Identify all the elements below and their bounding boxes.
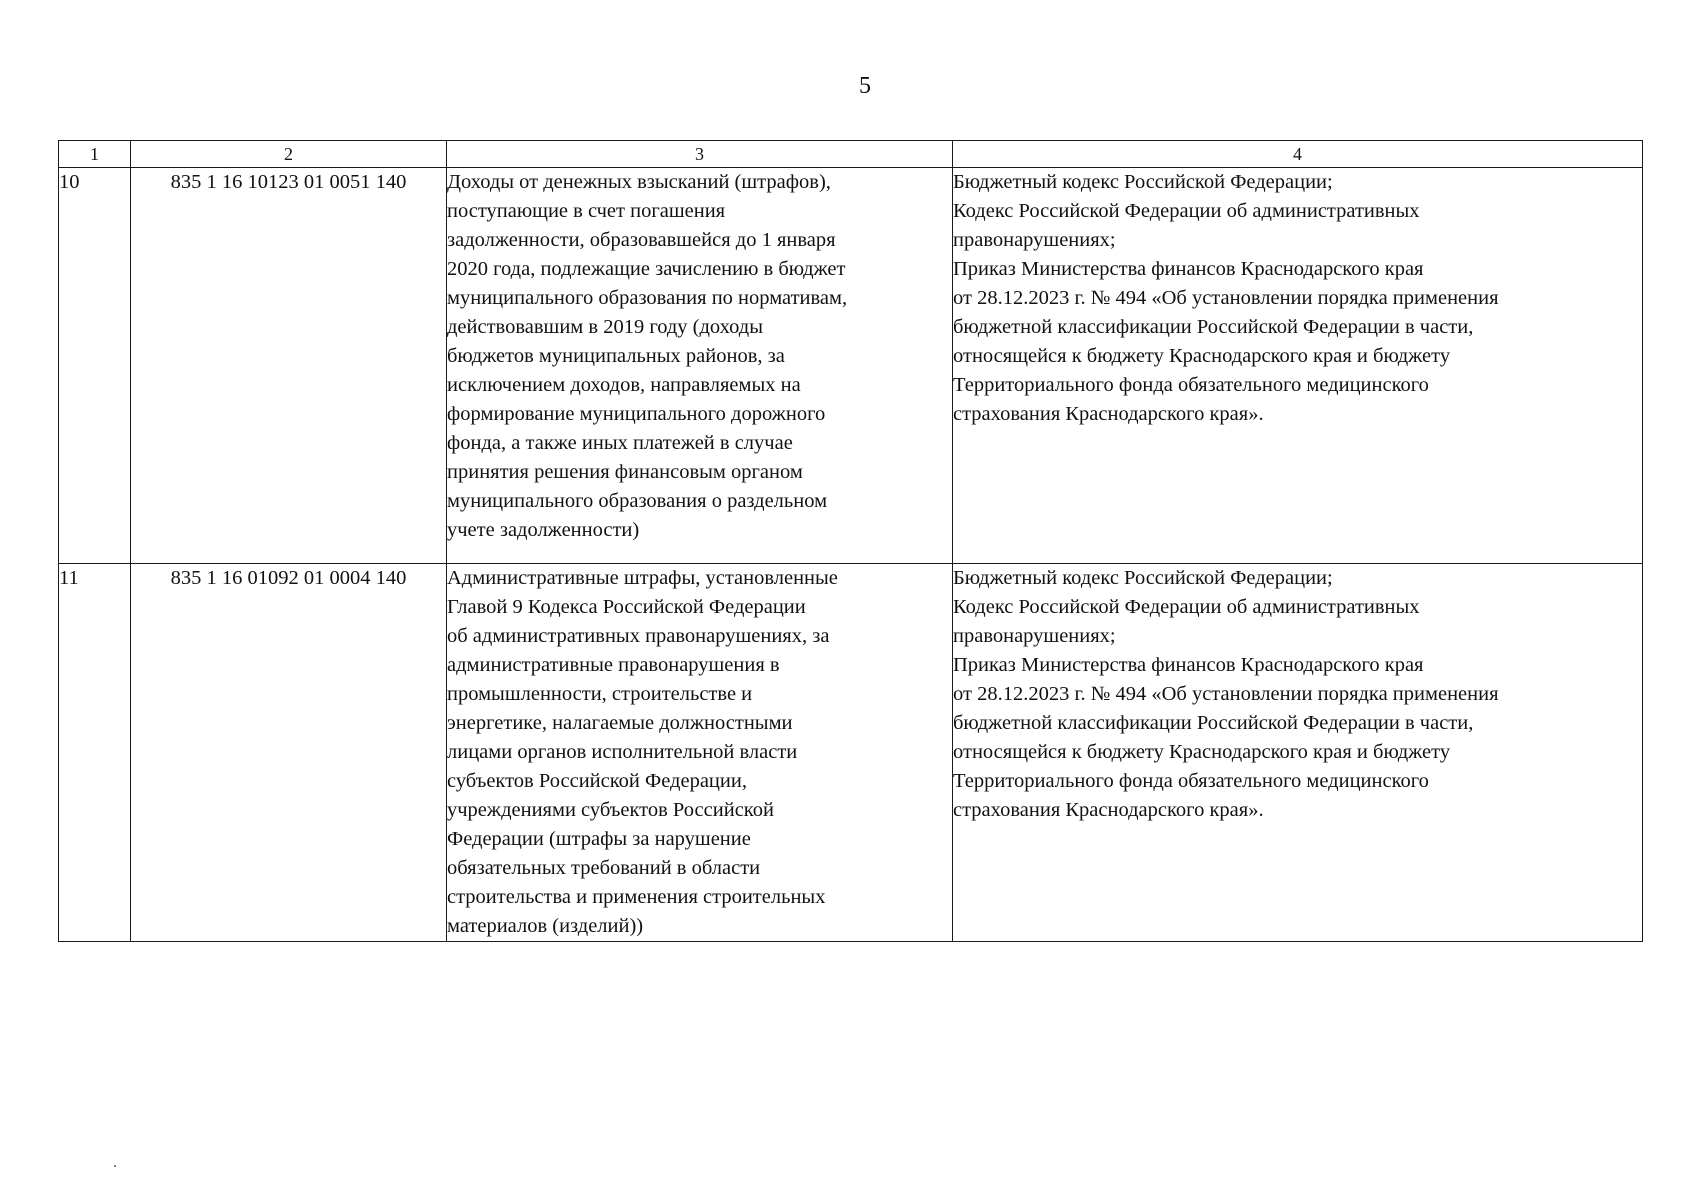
budget-code: 835 1 16 01092 01 0004 140 bbox=[131, 564, 447, 942]
legal-basis-line: правонарушениях; bbox=[953, 229, 1116, 251]
row-number: 11 bbox=[59, 564, 131, 942]
legal-basis-line: Территориального фонда обязательного медицинского bbox=[953, 770, 1429, 792]
scan-artifact-dot bbox=[114, 1165, 116, 1167]
budget-code: 835 1 16 10123 01 0051 140 bbox=[131, 168, 447, 564]
description-line: промышленности, строительстве и bbox=[447, 683, 753, 705]
legal-basis-line: от 28.12.2023 г. № 494 «Об установлении порядка применения bbox=[953, 683, 1499, 705]
description-line: принятия решения финансовым органом bbox=[447, 461, 803, 483]
description-line: Административные штрафы, установленные bbox=[447, 567, 838, 589]
header-col-4: 4 bbox=[953, 141, 1643, 168]
header-col-1: 1 bbox=[59, 141, 131, 168]
legal-basis-line: относящейся к бюджету Краснодарского края и бюджету bbox=[953, 345, 1451, 367]
description-line: субъектов Российской Федерации, bbox=[447, 770, 747, 792]
legal-basis-line: Кодекс Российской Федерации об административных bbox=[953, 596, 1420, 618]
legal-basis-line: Бюджетный кодекс Российской Федерации; bbox=[953, 171, 1333, 193]
description-line: муниципального образования по нормативам, bbox=[447, 287, 848, 309]
description-line: учреждениями субъектов Российской bbox=[447, 799, 774, 821]
description-line: 2020 года, подлежащие зачислению в бюджет bbox=[447, 258, 846, 280]
description-line: строительства и применения строительных bbox=[447, 886, 826, 908]
description-line: учете задолженности) bbox=[447, 519, 640, 541]
income-description bbox=[447, 168, 953, 564]
description-line: поступающие в счет погашения bbox=[447, 200, 726, 222]
table-row bbox=[59, 168, 1643, 564]
description-line: задолженности, образовавшейся до 1 января bbox=[447, 229, 836, 251]
description-line: обязательных требований в области bbox=[447, 857, 761, 879]
header-col-3: 3 bbox=[447, 141, 953, 168]
description-line: Доходы от денежных взысканий (штрафов), bbox=[447, 171, 831, 193]
description-line: об административных правонарушениях, за bbox=[447, 625, 830, 647]
description-line: Федерации (штрафы за нарушение bbox=[447, 828, 751, 850]
legal-basis bbox=[953, 168, 1643, 564]
description-line: бюджетов муниципальных районов, за bbox=[447, 345, 785, 367]
legal-basis-line: Территориального фонда обязательного медицинского bbox=[953, 374, 1429, 396]
legal-basis-line: бюджетной классификации Российской Федерации в части, bbox=[953, 316, 1474, 338]
legal-basis-line: от 28.12.2023 г. № 494 «Об установлении порядка применения bbox=[953, 287, 1499, 309]
legal-basis-line: Кодекс Российской Федерации об административных bbox=[953, 200, 1420, 222]
legal-basis-line: правонарушениях; bbox=[953, 625, 1116, 647]
description-line: фонда, а также иных платежей в случае bbox=[447, 432, 793, 454]
description-line: административные правонарушения в bbox=[447, 654, 780, 676]
legal-basis-line: Приказ Министерства финансов Краснодарского края bbox=[953, 258, 1424, 280]
budget-classification-table bbox=[58, 140, 1643, 942]
legal-basis-line: страхования Краснодарского края». bbox=[953, 403, 1264, 425]
description-line: материалов (изделий)) bbox=[447, 915, 644, 937]
legal-basis bbox=[953, 564, 1643, 942]
description-line: формирование муниципального дорожного bbox=[447, 403, 826, 425]
header-col-2: 2 bbox=[131, 141, 447, 168]
description-line: Главой 9 Кодекса Российской Федерации bbox=[447, 596, 806, 618]
row-number: 10 bbox=[59, 168, 131, 564]
legal-basis-line: Бюджетный кодекс Российской Федерации; bbox=[953, 567, 1333, 589]
description-line: действовавшим в 2019 году (доходы bbox=[447, 316, 764, 338]
legal-basis-line: бюджетной классификации Российской Федерации в части, bbox=[953, 712, 1474, 734]
description-line: муниципального образования о раздельном bbox=[447, 490, 828, 512]
legal-basis-line: относящейся к бюджету Краснодарского края и бюджету bbox=[953, 741, 1451, 763]
description-line: энергетике, налагаемые должностными bbox=[447, 712, 793, 734]
description-line: исключением доходов, направляемых на bbox=[447, 374, 801, 396]
table-row bbox=[59, 564, 1643, 942]
table-header-row bbox=[59, 141, 1643, 168]
income-description bbox=[447, 564, 953, 942]
page-number: 5 bbox=[859, 73, 871, 99]
description-line: лицами органов исполнительной власти bbox=[447, 741, 798, 763]
legal-basis-line: страхования Краснодарского края». bbox=[953, 799, 1264, 821]
legal-basis-line: Приказ Министерства финансов Краснодарского края bbox=[953, 654, 1424, 676]
